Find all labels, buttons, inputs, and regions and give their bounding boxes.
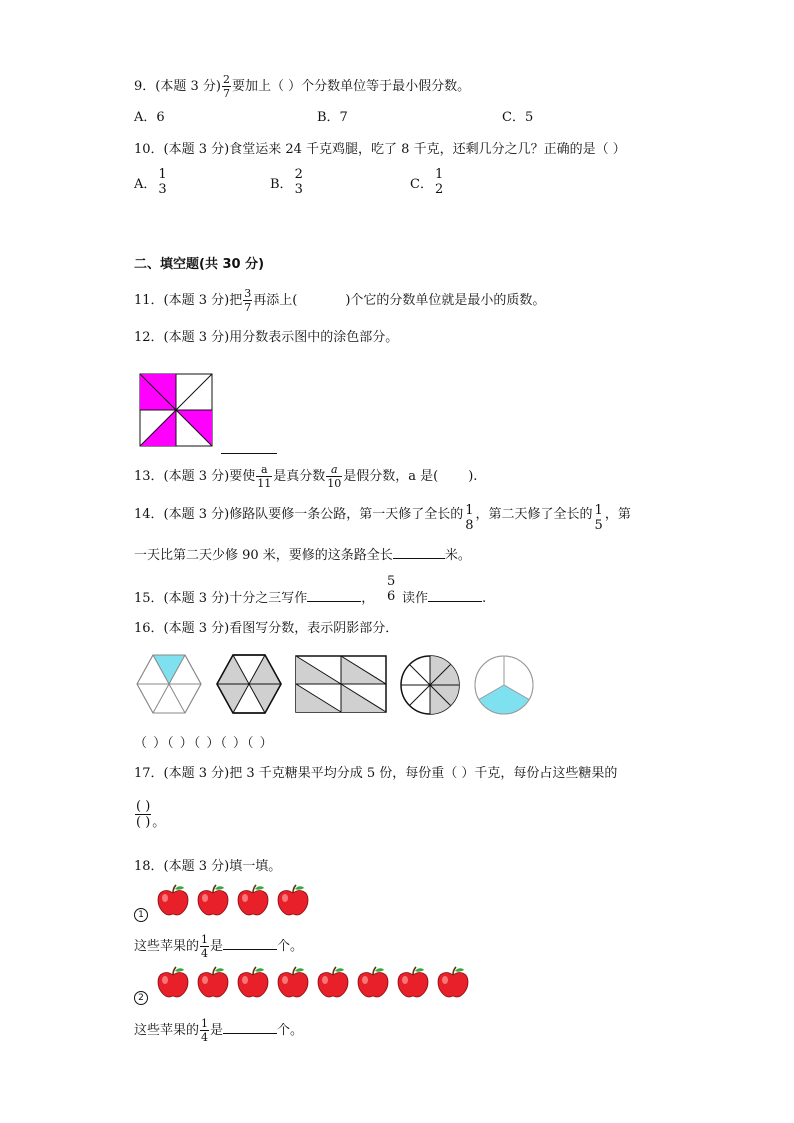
fraction: $\frac{2}{7}$ <box>222 73 230 100</box>
answer-blank[interactable] <box>428 601 482 602</box>
answer-blank[interactable] <box>223 1033 277 1034</box>
q9-option-c: C．5 <box>502 110 534 125</box>
question-14: 14．(本题 3 分)修路队要修一条公路，第一天修了全长的 1 8 ，第二天修了全长的 1 5 ，第 <box>134 503 631 533</box>
q16-answer-blanks[interactable]: （ ）（ ）（ ）（ ）（ ） <box>134 736 274 751</box>
apple-icon <box>316 966 350 998</box>
question-13: 13．(本题 3 分)要使 $\frac{a}{11}$ 是真分数 $\frac{a}{10}$ 是假分数，a 是( ). <box>134 463 478 490</box>
q18-item1-text: 这些苹果的 $\frac{1}{4}$ 是 个。 <box>134 933 304 960</box>
pinwheel-square-figure <box>140 374 212 446</box>
apple-icon <box>276 884 310 916</box>
q18-item2-text: 这些苹果的 $\frac{1}{4}$ 是 个。 <box>134 1017 304 1044</box>
q9-option-a: A．6 <box>134 110 165 125</box>
answer-blank[interactable] <box>221 452 277 454</box>
fraction-five-sixths: 5 6 <box>387 574 396 604</box>
q10-option-c: C． 1 2 <box>410 167 444 197</box>
apple-icon <box>196 966 230 998</box>
q17-fraction-answer[interactable]: $\frac{( )}{( )}$ 。 <box>136 799 166 830</box>
apple-row-1 <box>156 884 316 919</box>
apple-icon <box>196 884 230 916</box>
question-9: 9．(本题 3 分) $\frac{2}{7}$ 要加上（ ）个分数单位等于最小假分数。 <box>134 73 471 100</box>
apple-icon <box>436 966 470 998</box>
q9-option-b: B．7 <box>317 110 348 125</box>
circle-thirds-figure <box>473 654 535 716</box>
question-15: 15．(本题 3 分)十分之三写作 ， <box>134 591 375 606</box>
circle-eighths-figure <box>399 654 461 716</box>
answer-blank[interactable] <box>223 949 277 950</box>
q10-option-a: A． 1 3 <box>134 167 167 197</box>
answer-blank[interactable] <box>307 601 361 602</box>
apple-icon <box>396 966 430 998</box>
rectangle-triangles-figure <box>295 655 387 713</box>
question-11: 11．(本题 3 分)把 $\frac{3}{7}$ 再添上( )个它的分数单位就是最小的质数。 <box>134 287 546 314</box>
apple-icon <box>276 966 310 998</box>
question-10: 10．(本题 3 分)食堂运来 24 千克鸡腿，吃了 8 千克，还剩几分之几？正确的是（ ） <box>134 142 626 157</box>
apple-icon <box>156 966 190 998</box>
hexagon-figure-2 <box>216 654 282 714</box>
question-12: 12．(本题 3 分)用分数表示图中的涂色部分。 <box>134 330 399 345</box>
apple-icon <box>236 884 270 916</box>
section-title: 二、填空题(共 30 分) <box>134 257 265 272</box>
question-14-line2: 一天比第二天少修 90 米，要修的这条路全长 米。 <box>134 548 471 563</box>
item-number-2: 2 <box>134 990 148 1005</box>
question-18: 18．(本题 3 分)填一填。 <box>134 859 282 874</box>
q10-option-b: B． 2 3 <box>270 167 303 197</box>
apple-icon <box>356 966 390 998</box>
hexagon-figure-1 <box>136 654 202 714</box>
answer-blank[interactable] <box>393 558 445 559</box>
apple-icon <box>236 966 270 998</box>
question-17: 17．(本题 3 分)把 3 千克糖果平均分成 5 份，每份重（ ）千克，每份占这些糖果的 <box>134 766 618 781</box>
question-15-tail: 读作 . <box>402 591 487 606</box>
apple-row-2 <box>156 966 476 1001</box>
item-number-1: 1 <box>134 907 148 922</box>
apple-icon <box>156 884 190 916</box>
question-16: 16．(本题 3 分)看图写分数，表示阴影部分． <box>134 621 399 636</box>
